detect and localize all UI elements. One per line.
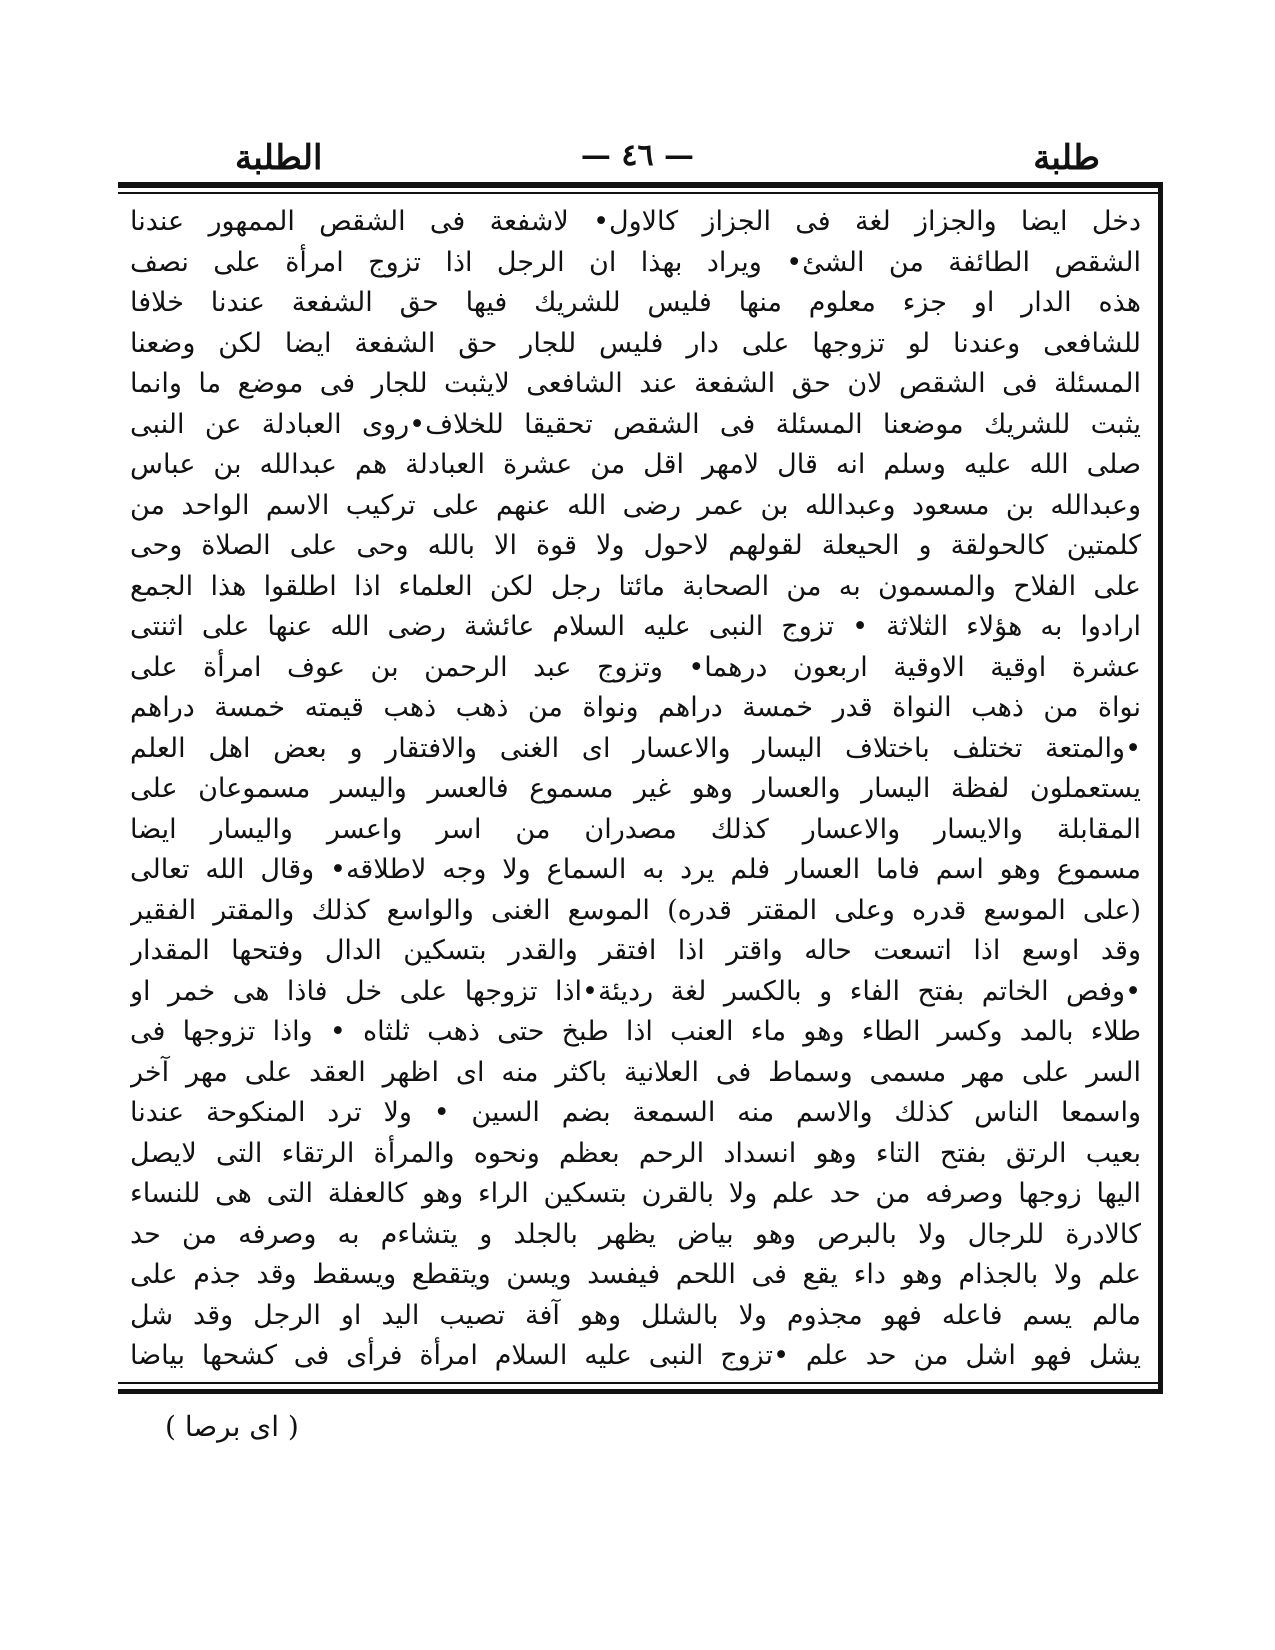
text-line: يشل فهو اشل من حد علم •تزوج النبى عليه السلام امرأة فرأى فى كشحها بياضا [130,1340,1141,1371]
text-line: هذه الدار او جزء معلوم منها فليس للشريك فيها حق الشفعة عندنا خلافا [130,287,1141,318]
text-line: دخل ايضا والجزاز لغة فى الجزاز كالاول• لاشفعة فى الشقص الممهور عندنا [130,206,1141,237]
text-line: اليها زوجها وصرفه من حد علم ولا بالقرن بتسكين الراء وهو كالعفلة التى هى للنساء [130,1178,1141,1209]
text-line: كالادرة للرجال ولا بالبرص وهو بياض يظهر بالجلد و يتشاءم به وصرفه من حد [130,1218,1141,1250]
running-head-right: طلبة [1033,138,1100,178]
text-line: الشقص الطائفة من الشئ• ويراد بهذا ان الرجل اذا تزوج امرأة على نصف [130,246,1141,278]
text-line: •والمتعة تختلف باختلاف اليسار والاعسار اى الغنى والافتقار و بعض اهل العلم [130,732,1141,764]
text-line: (على الموسع قدره وعلى المقتر قدره) الموسع الغنى والواسع كذلك والمقتر الفقير [130,894,1141,926]
running-head-left: الطلبة [235,138,323,178]
page-number: — ٤٦ — [580,138,695,173]
bottom-thick-rule [118,1389,1163,1394]
text-line: •وفص الخاتم بفتح الفاء و بالكسر لغة رديئة•اذا تزوجها على خل فاذا هى خمر او [130,975,1141,1007]
text-line: مالم يسم فاعله فهو مجذوم ولا بالشلل وهو آفة تصيب اليد او الرجل وقد شل [130,1299,1141,1331]
text-line: ارادوا به هؤلاء الثلاثة • تزوج النبى عليه السلام عائشة رضى الله عنها على اثنتى [130,611,1141,642]
body-text [130,202,1141,1377]
text-line: علم ولا بالجذام وهو داء يقع فى اللحم فيفسد ويسن ويتقطع ويسقط وقد جذم على [130,1259,1141,1290]
text-line: للشافعى وعندنا لو تزوجها على دار فليس للجار حق الشفعة ايضا لكن وضعنا [130,327,1141,359]
text-line: عشرة اوقية الاوقية اربعون درهما• وتزوج عبد الرحمن بن عوف امرأة على [130,651,1141,683]
text-line: يستعملون لفظة اليسار والعسار وهو غير مسموع فالعسر واليسر مسموعان على [130,773,1141,804]
text-line: بعيب الرتق بفتح التاء وهو انسداد الرحم بعظم ونحوه والمرأة الرتقاء التى لايصل [130,1137,1141,1169]
text-line: نواة من ذهب النواة قدر خمسة دراهم ونواة من ذهب ذهب قيمته خمسة دراهم [130,692,1141,723]
text-line: يثبت للشريك موضعنا المسئلة فى الشقص تحقيقا للخلاف•روى العبادلة عن النبى [130,408,1141,440]
page-header [115,130,1160,180]
text-line: وقد اوسع اذا اتسعت حاله واقتر اذا افتقر والقدر بتسكين الدال وفتحها المقدار [130,935,1141,966]
text-line: مسموع وهو اسم فاما العسار فلم يرد به السماع ولا وجه لاطلاقه• وقال الله تعالى [130,854,1141,885]
text-line: واسمعا الناس كذلك والاسم منه السمعة بضم السين • ولا ترد المنكوحة عندنا [130,1097,1141,1128]
bottom-thin-rule [118,1382,1163,1384]
text-line: وعبدالله بن مسعود وعبدالله بن عمر رضى الله عنهم على تركيب الاسم الواحد من [130,489,1141,521]
text-line: المقابلة والايسار والاعسار كذلك مصدران من اسر واعسر واليسار ايضا [130,813,1141,845]
text-line: السر على مهر مسمى وسماط فى العلانية باكثر منه اى اظهر العقد على مهر آخر [130,1056,1141,1088]
text-line: طلاء بالمد وكسر الطاء وهو ماء العنب اذا طبخ حتى ذهب ثلثاه • واذا تزوجها فى [130,1016,1141,1047]
top-thick-rule [118,182,1163,188]
right-side-rule [1158,182,1163,1394]
text-line: صلى الله عليه وسلم انه قال لامهر اقل من عشرة العبادلة هم عبدالله بن عباس [130,449,1141,480]
text-line: المسئلة فى الشقص لان حق الشفعة عند الشافعى لايثبت للجار فى موضع ما وانما [130,368,1141,399]
text-frame [118,182,1163,1394]
top-thin-rule [118,192,1163,194]
footnote: ( اى برصا ) [165,1410,299,1443]
text-line: على الفلاح والمسمون به من الصحابة مائتا رجل لكن العلماء اذا اطلقوا هذا الجمع [130,570,1141,602]
text-line: كلمتين كالحولقة و الحيعلة لقولهم لاحول ولا قوة الا بالله وحى على الصلاة وحى [130,530,1141,561]
